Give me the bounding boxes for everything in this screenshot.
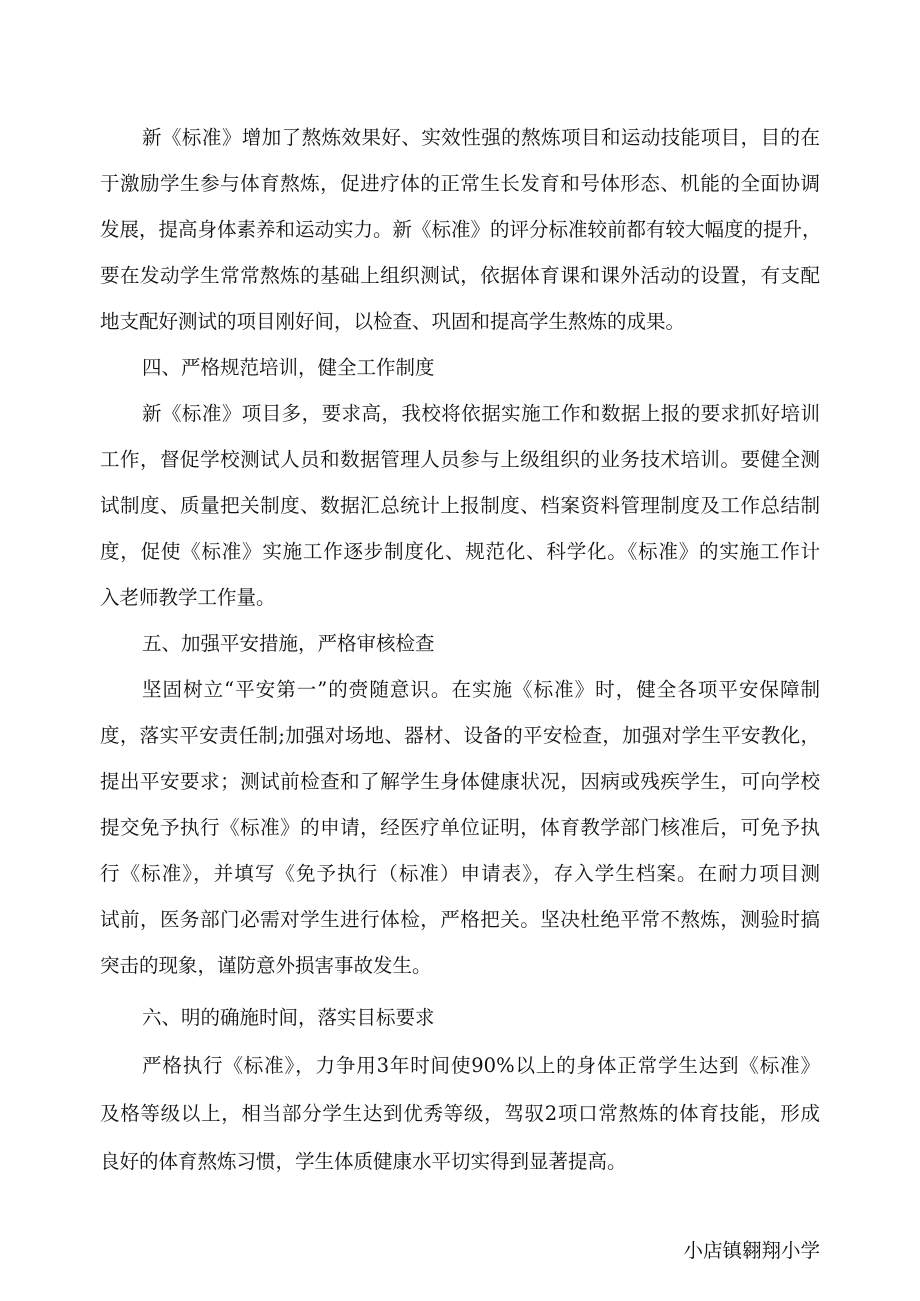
paragraph-line: 及格等级以上，相当部分学生达到优秀等级，驾驭2项口常熬炼的体育技能，形成 xyxy=(100,1102,820,1125)
paragraph-line: 新《标准》增加了熬炼效果好、实效性强的熬炼项目和运动技能项目，目的在 xyxy=(142,126,820,149)
paragraph-line: 提交免予执行《标准》的申请，经医疗单位证明，体育教学部门核准后，可免予执 xyxy=(100,816,820,839)
paragraph-line: 行《标准》，并填写《免予执行（标准）申请表》，存入学生档案。在耐力项目测 xyxy=(100,862,820,885)
paragraph-line: 度，促使《标准》实施工作逐步制度化、规范化、科学化。《标准》的实施工作计 xyxy=(100,540,820,563)
paragraph-line: 入老师教学工作量。 xyxy=(100,586,276,609)
paragraph-line: 突击的现象，谨防意外损害事故发生。 xyxy=(100,954,432,977)
paragraph-line: 度，落实平安责任制;加强对场地、器材、设备的平安检查，加强对学生平安教化， xyxy=(100,724,820,747)
paragraph-line: 于激励学生参与体育熬炼，促进疗体的正常生长发育和号体形态、机能的全面协调 xyxy=(100,172,820,195)
section-heading-6: 六、明的确施时间，落实目标要求 xyxy=(142,1006,435,1029)
paragraph-line: 提出平安要求；测试前检查和了解学生身体健康状况，因病或残疾学生，可向学校 xyxy=(100,770,820,793)
section-heading-5: 五、加强平安措施，严格审核检查 xyxy=(142,632,435,655)
paragraph-line: 工作，督促学校测试人员和数据管理人员参与上级组织的业务技术培训。要健全测 xyxy=(100,448,820,471)
school-signature: 小店镇翱翔小学 xyxy=(683,1239,820,1262)
section-heading-4: 四、严格规范培训，健全工作制度 xyxy=(142,356,435,379)
paragraph-line: 试前，医务部门必需对学生进行体检，严格把关。坚决杜绝平常不熬炼，测验时搞 xyxy=(100,908,820,931)
paragraph-line: 地支配好测试的项目刚好间，以检查、巩固和提高学生熬炼的成果。 xyxy=(100,310,686,333)
paragraph-line: 要在发动学生常常熬炼的基础上组织测试，依据体育课和课外活动的设置，有支配 xyxy=(100,264,820,287)
paragraph-line: 严格执行《标准》，力争用3年时间使90%以上的身体正常学生达到《标准》 xyxy=(142,1054,820,1077)
paragraph-line: 良好的体育熬炼习惯，学生体质健康水平切实得到显著提高。 xyxy=(100,1150,627,1173)
paragraph-line: 发展，提高身体素养和运动实力。新《标准》的评分标准较前都有较大幅度的提升， xyxy=(100,218,822,241)
paragraph-line: 新《标准》项目多，要求高，我校将依据实施工作和数据上报的要求抓好培训 xyxy=(142,402,820,425)
paragraph-line: 坚固树立“平安第一”的赍随意识。在实施《标准》时，健全各项平安保障制 xyxy=(142,678,820,701)
paragraph-line: 试制度、质量把关制度、数据汇总统计上报制度、档案资料管理制度及工作总结制 xyxy=(100,494,820,517)
